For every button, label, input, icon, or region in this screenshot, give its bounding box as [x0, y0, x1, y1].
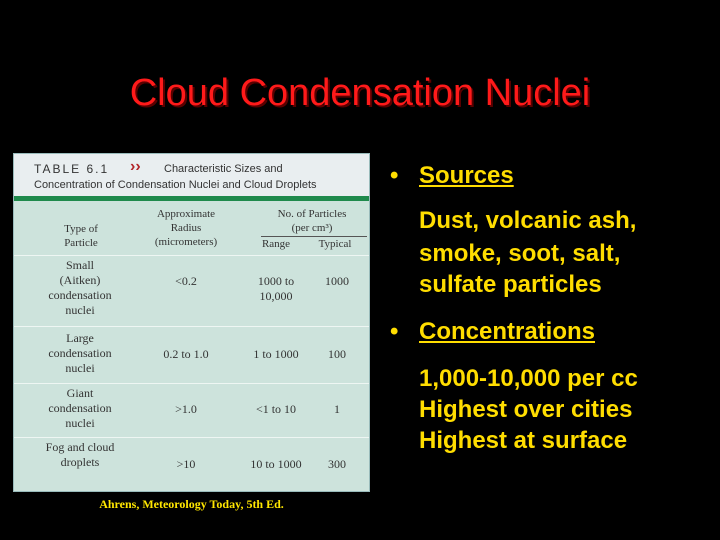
bullet-dot-icon: •	[390, 318, 399, 345]
cell-type-line: Giant	[66, 386, 94, 400]
cell-range	[246, 274, 306, 304]
header-particles	[259, 207, 365, 235]
cell-type	[28, 331, 132, 376]
table-accent-bar	[14, 196, 369, 201]
data-table	[13, 153, 370, 492]
cell-typical: 300	[328, 457, 346, 471]
cell-radius: >1.0	[175, 402, 197, 416]
cell-typical: 100	[328, 347, 346, 361]
header-radius-line: Radius	[170, 222, 202, 234]
cell-type	[28, 386, 132, 431]
cell-type-line: Small	[65, 258, 94, 272]
header-radius	[141, 207, 231, 249]
row-divider	[14, 255, 369, 256]
bullet-dot-icon: •	[390, 162, 399, 189]
citation: Ahrens, Meteorology Today, 5th Ed.	[99, 497, 284, 511]
header-typical: Typical	[318, 238, 352, 250]
bullet-heading: Concentrations	[419, 318, 596, 345]
header-type-line: Particle	[64, 237, 98, 249]
bullet-body-line: sulfate particles	[419, 271, 602, 298]
header-range: Range	[261, 238, 291, 250]
cell-type	[28, 258, 132, 318]
header-particles-line: No. of Particles	[277, 208, 347, 220]
cell-range	[242, 457, 310, 472]
cell-range-line: <1 to 10	[255, 402, 297, 416]
bullet-body-line: Highest over cities	[419, 396, 633, 423]
row-divider	[14, 437, 369, 438]
cell-typical: 1000	[325, 274, 349, 288]
table-number: TABLE 6.1	[34, 162, 110, 176]
cell-range	[242, 402, 310, 417]
cell-type-line: condensation	[48, 401, 112, 415]
cell-radius: <0.2	[175, 274, 197, 288]
header-radius-line: (micrometers)	[154, 236, 218, 248]
cell-range-line: 10 to 1000	[250, 457, 302, 471]
cell-type-line: Fog and cloud	[45, 440, 115, 454]
bullet-heading: Sources	[419, 162, 514, 189]
header-type	[44, 222, 118, 250]
bullet-body-line: 1,000-10,000 per cc	[419, 365, 638, 392]
row-divider	[14, 383, 369, 384]
header-type-line: Type of	[64, 223, 98, 235]
cell-range	[242, 347, 310, 362]
table-caption-line2: Concentration of Condensation Nuclei and Cloud Droplets	[34, 179, 317, 191]
cell-range-line: 1000 to	[257, 274, 295, 288]
cell-radius: 0.2 to 1.0	[163, 347, 209, 361]
table-caption-line1: Characteristic Sizes and	[164, 163, 283, 175]
bullet-body-line: Dust, volcanic ash,	[419, 207, 637, 234]
cell-type-line: (Aitken)	[59, 273, 101, 287]
row-divider	[14, 326, 369, 327]
header-particles-line: (per cm³)	[291, 222, 333, 234]
chevron-icon: ››	[130, 158, 141, 175]
cell-type-line: nuclei	[65, 303, 95, 317]
cell-type-line: condensation	[48, 346, 112, 360]
cell-range-line: 1 to 1000	[253, 347, 299, 361]
bullet-body-line: smoke, soot, salt,	[419, 240, 621, 267]
bullet-body-line: Highest at surface	[419, 427, 628, 454]
slide-title: Cloud Condensation Nuclei	[129, 72, 591, 114]
table-caption-box	[14, 154, 369, 196]
cell-type-line: droplets	[60, 455, 100, 469]
cell-type	[28, 440, 132, 470]
cell-type-line: nuclei	[65, 361, 95, 375]
cell-range-line: 10,000	[259, 289, 293, 303]
cell-type-line: nuclei	[65, 416, 95, 430]
cell-radius: >10	[176, 457, 196, 471]
cell-type-line: Large	[66, 331, 94, 345]
header-radius-line: Approximate	[156, 208, 216, 220]
cell-type-line: condensation	[48, 288, 112, 302]
cell-typical: 1	[334, 402, 340, 416]
